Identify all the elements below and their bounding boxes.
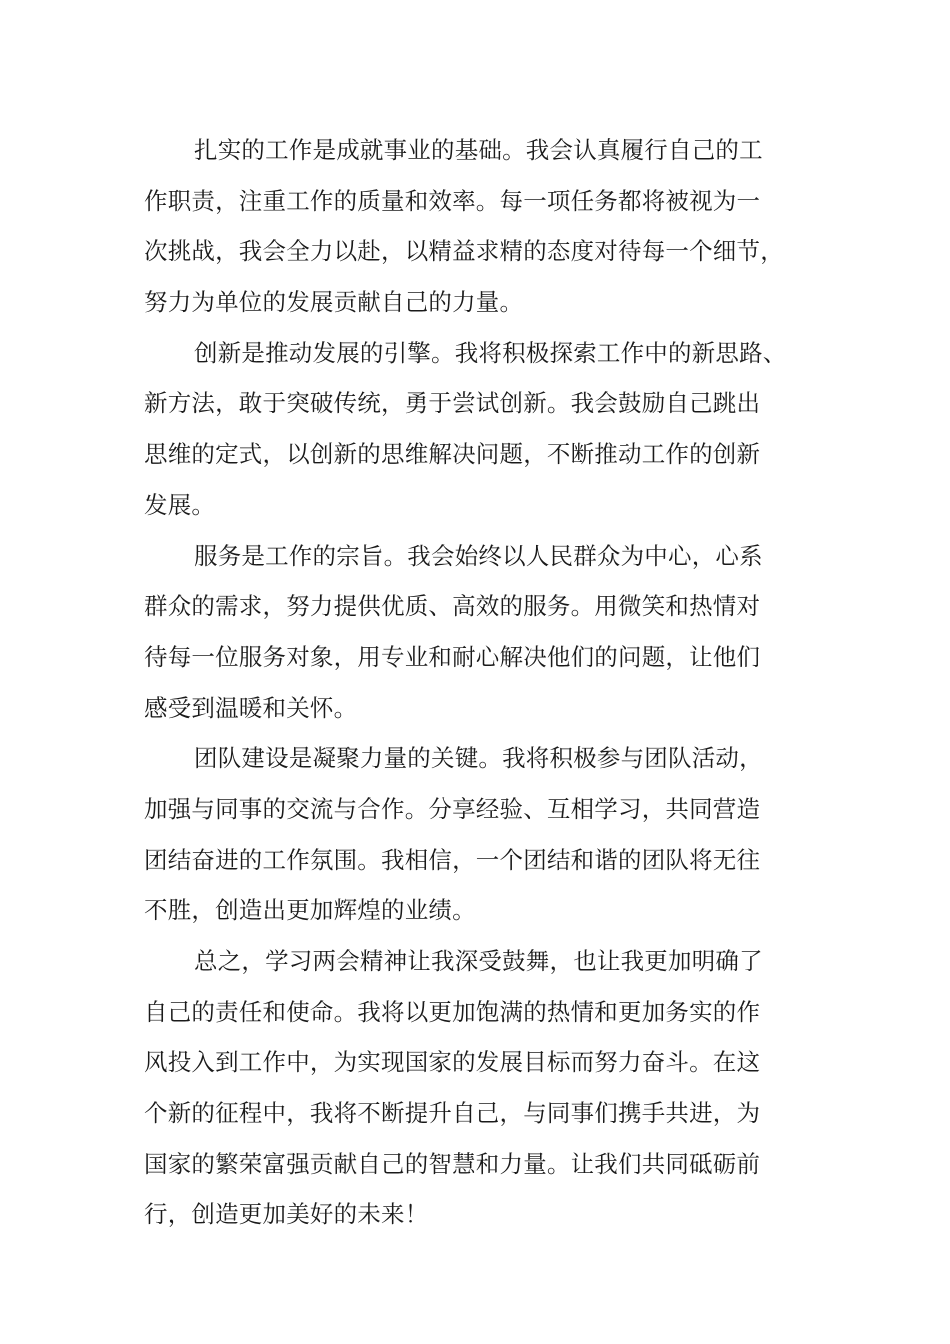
paragraph-line: 群众的需求，努力提供优质、高效的服务。用微笑和热情对: [144, 592, 761, 621]
paragraph-line: 国家的繁荣富强贡献自己的智慧和力量。让我们共同砥砺前: [144, 1149, 761, 1178]
paragraph-line: 自己的责任和使命。我将以更加饱满的热情和更加务实的作: [144, 997, 761, 1026]
paragraph-foundation: [144, 125, 812, 328]
paragraph-line: 个新的征程中，我将不断提升自己，与同事们携手共进，为: [144, 1099, 761, 1128]
paragraph-line: 不胜，创造出更加辉煌的业绩。: [144, 896, 476, 925]
paragraph-innovation: [144, 328, 812, 531]
paragraph-line: 待每一位服务对象，用专业和耐心解决他们的问题，让他们: [144, 642, 761, 671]
document-body: [144, 125, 812, 1240]
paragraph-line: 加强与同事的交流与合作。分享经验、互相学习，共同营造: [144, 794, 761, 823]
paragraph-teamwork: [144, 733, 812, 936]
paragraph-line: 服务是工作的宗旨。我会始终以人民群众为中心，心系: [194, 541, 763, 570]
paragraph-line: 行，创造更加美好的未来！: [144, 1200, 429, 1229]
paragraph-line: 次挑战，我会全力以赴，以精益求精的态度对待每一个细节，: [144, 237, 784, 266]
paragraph-line: 团结奋进的工作氛围。我相信，一个团结和谐的团队将无往: [144, 845, 761, 874]
paragraph-line: 发展。: [144, 490, 216, 519]
paragraph-line: 创新是推动发展的引擎。我将积极探索工作中的新思路、: [194, 338, 787, 367]
paragraph-line: 思维的定式，以创新的思维解决问题，不断推动工作的创新: [144, 440, 761, 469]
paragraph-line: 总之，学习两会精神让我深受鼓舞，也让我更加明确了: [194, 947, 763, 975]
paragraph-line: 感受到温暖和关怀。: [144, 693, 358, 722]
paragraph-line: 新方法，敢于突破传统，勇于尝试创新。我会鼓励自己跳出: [144, 389, 761, 418]
paragraph-line: 风投入到工作中，为实现国家的发展目标而努力奋斗。在这: [144, 1048, 761, 1077]
paragraph-service: [144, 531, 812, 734]
paragraph-line: 团队建设是凝聚力量的关键。我将积极参与团队活动，: [194, 744, 763, 773]
paragraph-conclusion: [144, 936, 812, 1240]
paragraph-line: 作职责，注重工作的质量和效率。每一项任务都将被视为一: [144, 186, 761, 215]
paragraph-line: 努力为单位的发展贡献自己的力量。: [144, 288, 524, 317]
paragraph-line: 扎实的工作是成就事业的基础。我会认真履行自己的工: [194, 136, 763, 164]
